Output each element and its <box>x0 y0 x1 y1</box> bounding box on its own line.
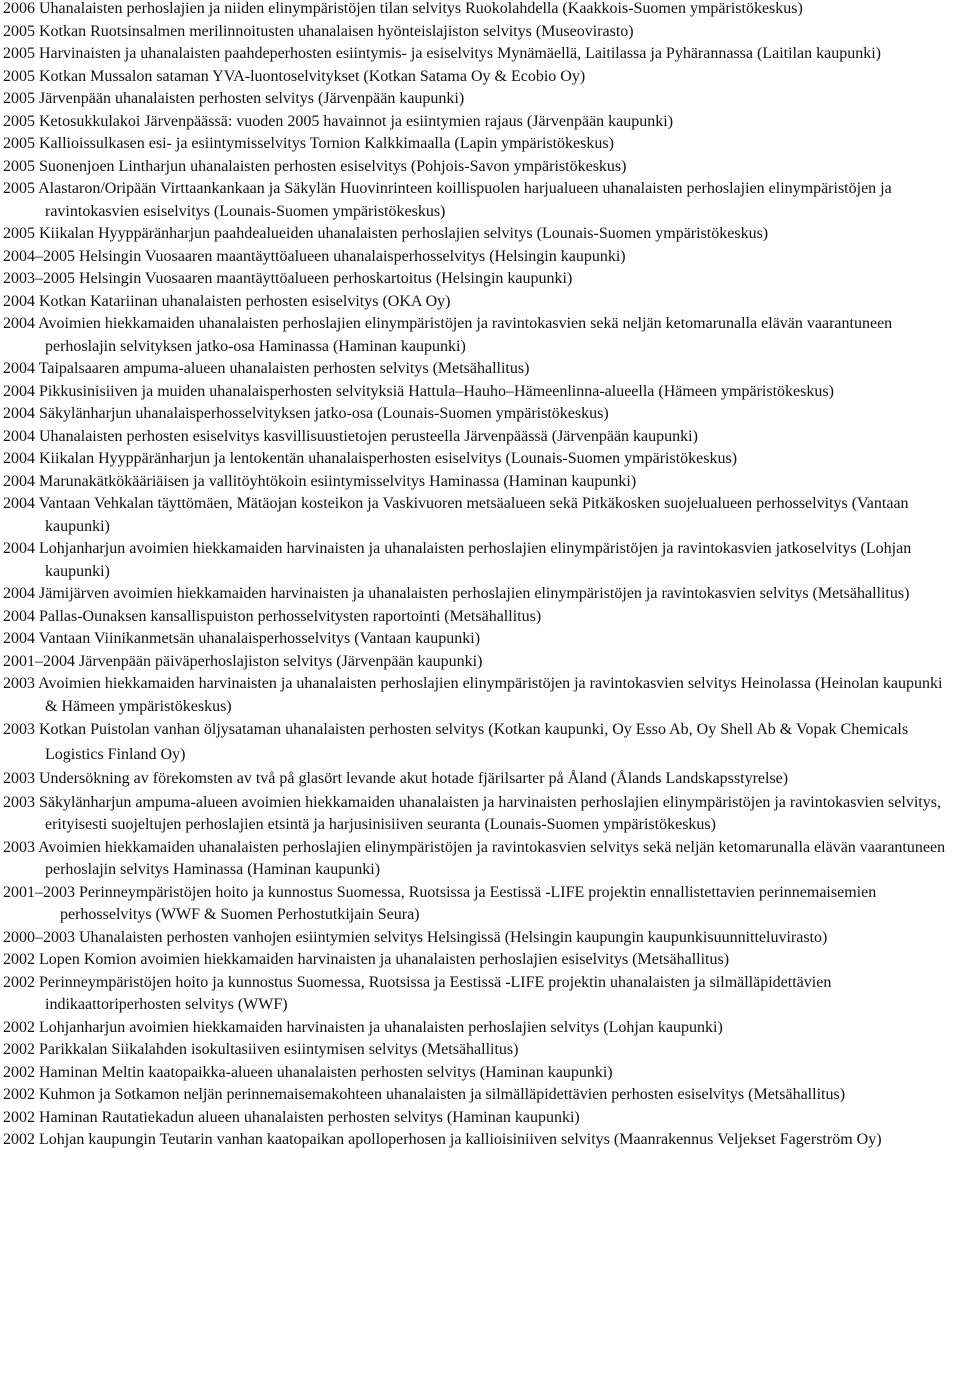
list-item <box>3 718 957 767</box>
list-item <box>3 21 957 44</box>
entry-text: Kotkan Katariinan uhanalaisten perhosten esiselvitys (OKA Oy) <box>39 292 451 310</box>
list-item <box>3 223 957 246</box>
list-item <box>3 1107 957 1130</box>
entry-text: Uhanalaisten perhosten esiselvitys kasvillisuustietojen perusteella Järvenpäässä (Järvenpään kaupunki) <box>39 427 698 445</box>
list-item <box>3 156 957 179</box>
entry-year: 2004 <box>3 585 35 602</box>
entry-text: Alastaron/Oripään Virttaankankaan ja Säkylän Huovinrinteen koillispuolen harjualueen uhanalaisten perhoslajien elinympäristöjen ja ravintokasvien esiselvitys (Lounais-Suomen ympäristökeskus) <box>38 180 892 220</box>
entry-year: 2004 <box>3 450 35 467</box>
entry-text: Helsingin Vuosaaren maantäyttöalueen perhoskartoitus (Helsingin kaupunki) <box>79 270 573 287</box>
entry-text: Avoimien hiekkamaiden harvinaisten ja uhanalaisten perhoslajien elinympäristöjen ja ravintokasvien selvitys Heinolassa (Heinolan kaupunki & Hämeen ympäristökeskus) <box>38 675 943 715</box>
entry-text: Kiikalan Hyyppäränharjun ja lentokentän uhanalaisperhosten esiselvitys (Lounais-Suomen ympäristökeskus) <box>39 450 738 467</box>
entry-year: 2004 <box>3 360 35 377</box>
list-item <box>3 88 957 111</box>
entry-text: Kotkan Ruotsinsalmen merilinnoitusten uhanalaisen hyönteislajiston selvitys (Museovirasto) <box>39 22 634 40</box>
entry-year: 2003 <box>3 838 35 856</box>
entry-text: Avoimien hiekkamaiden uhanalaisten perhoslajien elinympäristöjen ja ravintokasvien selvitys sekä neljän ketomarunalla elävän vaarantuneen perhoslajin selvitys Haminassa (Haminan kaupunki) <box>38 838 946 878</box>
entry-year: 2002 <box>3 1108 35 1126</box>
entry-year: 2002 <box>3 1063 35 1081</box>
entry-year: 2003 <box>3 793 35 811</box>
entry-year: 2000–2003 <box>3 928 75 946</box>
list-item <box>3 972 957 1017</box>
list-item <box>3 43 957 66</box>
entry-year: 2004 <box>3 630 35 647</box>
list-item <box>3 358 957 381</box>
list-item <box>3 448 957 471</box>
entry-text: Ketosukkulakoi Järvenpäässä: vuoden 2005 havainnot ja esiintymien rajaus (Järvenpään kaupunki) <box>39 112 674 130</box>
list-item <box>3 471 957 494</box>
list-item <box>3 403 957 426</box>
entry-year: 2004 <box>3 382 35 400</box>
entry-text: Haminan Rautatiekadun alueen uhanalaisten perhosten selvitys (Haminan kaupunki) <box>39 1108 580 1126</box>
entry-year: 2005 <box>3 67 35 85</box>
entry-year: 2003 <box>3 721 35 738</box>
entry-text: Kotkan Mussalon sataman YVA-luontoselvitykset (Kotkan Satama Oy & Ecobio Oy) <box>39 67 586 85</box>
list-item <box>3 628 957 651</box>
list-item <box>3 927 957 950</box>
entry-text: Säkylänharjun uhanalaisperhosselvityksen jatko-osa (Lounais-Suomen ympäristökeskus) <box>39 405 609 422</box>
list-item <box>3 651 957 674</box>
list-item <box>3 1129 957 1152</box>
entry-year: 2005 <box>3 90 35 107</box>
entry-year: 2004 <box>3 315 35 332</box>
list-item <box>3 1084 957 1107</box>
entry-year: 2006 <box>3 0 35 17</box>
entry-year: 2005 <box>3 22 35 40</box>
list-item <box>3 111 957 134</box>
list-item <box>3 493 957 538</box>
entry-text: Haminan Meltin kaatopaikka-alueen uhanalaisten perhosten selvitys (Haminan kaupunki) <box>39 1063 613 1081</box>
entry-text: Uhanalaisten perhosten vanhojen esiintymien selvitys Helsingissä (Helsingin kaupungin kaupunkisuunnitteluvirasto) <box>79 928 828 946</box>
entry-year: 2002 <box>3 973 35 991</box>
entry-text: Harvinaisten ja uhanalaisten paahdeperhosten esiintymis- ja esiselvitys Mynämäellä, Laitilassa ja Pyhärannassa (Laitilan kaupunki) <box>39 45 881 62</box>
list-item <box>3 792 957 837</box>
entry-year: 2001–2003 <box>3 883 75 901</box>
entry-year: 2004 <box>3 607 35 625</box>
list-item <box>3 313 957 358</box>
entry-text: Vantaan Viinikanmetsän uhanalaisperhosselvitys (Vantaan kaupunki) <box>38 630 481 647</box>
list-item <box>3 1017 957 1040</box>
list-item <box>3 426 957 449</box>
entry-text: Helsingin Vuosaaren maantäyttöalueen uhanalaisperhosselvitys (Helsingin kaupunki) <box>79 247 626 265</box>
entry-year: 2005 <box>3 180 35 197</box>
entry-year: 2004 <box>3 495 35 512</box>
entry-year: 2005 <box>3 45 35 62</box>
list-item <box>3 882 957 927</box>
entry-year: 2002 <box>3 1018 35 1036</box>
entry-year: 2003 <box>3 770 35 787</box>
entry-year: 2004 <box>3 405 35 422</box>
entry-text: Lohjanharjun avoimien hiekkamaiden harvinaisten ja uhanalaisten perhoslajien selvitys (Lohjan kaupunki) <box>39 1018 723 1036</box>
entry-year: 2004 <box>3 472 35 490</box>
entry-year: 2001–2004 <box>3 652 75 670</box>
list-item <box>3 0 957 21</box>
entry-year: 2002 <box>3 1131 35 1148</box>
entry-year: 2002 <box>3 951 35 968</box>
entry-text: Undersökning av förekomsten av två på glasört levande akut hotade fjärilsarter på Åland (Ålands Landskapsstyrelse) <box>39 770 789 787</box>
list-item <box>3 949 957 972</box>
list-item <box>3 1039 957 1062</box>
entry-text: Säkylänharjun ampuma-alueen avoimien hiekkamaiden uhanalaisten ja harvinaisten perhoslajien elinympäristöjen ja ravintokasvien selvitys, erityisesti suojeltujen perhoslajien etsintä ja harjusinisiiven seuranta (Lounais-Suomen ympäristökeskus) <box>39 793 941 833</box>
entry-text: Kallioissulkasen esi- ja esiintymisselvitys Tornion Kalkkimaalla (Lapin ympäristökeskus) <box>39 135 614 152</box>
list-item <box>3 178 957 223</box>
entry-text: Taipalsaaren ampuma-alueen uhanalaisten perhosten selvitys (Metsähallitus) <box>38 360 530 377</box>
entry-year: 2005 <box>3 135 35 152</box>
entry-year: 2005 <box>3 157 35 175</box>
entry-year: 2004–2005 <box>3 247 75 265</box>
list-item <box>3 538 957 583</box>
entry-text: Lohjanharjun avoimien hiekkamaiden harvinaisten ja uhanalaisten perhoslajien elinympäristöjen ja ravintokasvien jatkoselvitys (Lohjan kaupunki) <box>39 540 912 580</box>
entry-year: 2004 <box>3 427 35 445</box>
entry-text: Järvenpään päiväperhoslajiston selvitys (Järvenpään kaupunki) <box>79 652 483 670</box>
entry-text: Perinneympäristöjen hoito ja kunnostus Suomessa, Ruotsissa ja Eestissä -LIFE projektin uhanalaisten ja silmälläpidettävien indikaattoriperhosten selvitys (WWF) <box>39 973 832 1013</box>
entry-text: Avoimien hiekkamaiden uhanalaisten perhoslajien elinympäristöjen ja ravintokasvien sekä neljän ketomarunalla elävän vaarantuneen perhoslajin selvityksen jatko-osa Haminassa (Haminan kaupunki) <box>38 315 893 355</box>
list-item <box>3 133 957 156</box>
list-item <box>3 837 957 882</box>
list-item <box>3 1062 957 1085</box>
entry-year: 2003 <box>3 675 35 692</box>
list-item <box>3 291 957 314</box>
entry-text: Marunakätkökääriäisen ja vallitöyhtökoin esiintymisselvitys Haminassa (Haminan kaupunki) <box>39 472 637 490</box>
entry-text: Kotkan Puistolan vanhan öljysataman uhanalaisten perhosten selvitys (Kotkan kaupunki, Oy Esso Ab, Oy Shell Ab & Vopak Chemicals Logistics Finland Oy) <box>39 721 909 763</box>
list-item <box>3 673 957 718</box>
entry-year: 2005 <box>3 112 35 130</box>
entry-text: Pikkusinisiiven ja muiden uhanalaisperhosten selvityksiä Hattula–Hauho–Hämeenlinna-alueella (Hämeen ympäristökeskus) <box>39 382 834 400</box>
list-item <box>3 66 957 89</box>
entry-text: Uhanalaisten perhoslajien ja niiden elinympäristöjen tilan selvitys Ruokolahdella (Kaakkois-Suomen ympäristökeskus) <box>39 0 803 17</box>
entry-text: Pallas-Ounaksen kansallispuiston perhosselvitysten raportointi (Metsähallitus) <box>39 607 542 625</box>
list-item <box>3 767 957 792</box>
entry-text: Järvenpään uhanalaisten perhosten selvitys (Järvenpään kaupunki) <box>39 90 465 107</box>
list-item <box>3 583 957 606</box>
list-item <box>3 606 957 629</box>
entry-text: Lopen Komion avoimien hiekkamaiden harvinaisten ja uhanalaisten perhoslajien esiselvitys (Metsähallitus) <box>39 951 730 968</box>
entry-year: 2005 <box>3 225 35 242</box>
entry-year: 2004 <box>3 292 35 310</box>
entry-text: Lohjan kaupungin Teutarin vanhan kaatopaikan apolloperhosen ja kallioisiniiven selvitys (Maanrakennus Veljekset Fagerström Oy) <box>39 1131 882 1148</box>
entry-year: 2004 <box>3 540 35 557</box>
entry-text: Kuhmon ja Sotkamon neljän perinnemaisemakohteen uhanalaisten ja silmälläpidettävien perhosten esiselvitys (Metsähallitus) <box>39 1086 846 1103</box>
list-item <box>3 246 957 269</box>
entry-text: Perinneympäristöjen hoito ja kunnostus Suomessa, Ruotsissa ja Eestissä -LIFE projektin ennallistettavien perinnemaisemien perhosselvitys (WWF & Suomen Perhostutkijain Seura) <box>60 883 877 923</box>
entry-year: 2003–2005 <box>3 270 75 287</box>
entry-text: Jämijärven avoimien hiekkamaiden harvinaisten ja uhanalaisten perhoslajien elinympäristöjen ja ravintokasvien selvitys (Metsähallitus) <box>39 585 910 602</box>
entry-year: 2002 <box>3 1086 35 1103</box>
entry-year: 2002 <box>3 1041 35 1058</box>
entry-text: Vantaan Vehkalan täyttömäen, Mätäojan kosteikon ja Vaskivuoren metsäalueen sekä Pitkäkosken suojelualueen perhosselvitys (Vantaan kaupunki) <box>38 495 909 535</box>
list-item <box>3 381 957 404</box>
entry-text: Suonenjoen Lintharjun uhanalaisten perhosten esiselvitys (Pohjois-Savon ympäristökeskus) <box>39 157 627 175</box>
entry-text: Kiikalan Hyyppäränharjun paahdealueiden uhanalaisten perhoslajien selvitys (Lounais-Suomen ympäristökeskus) <box>39 225 769 242</box>
list-item <box>3 268 957 291</box>
report-list <box>3 0 957 1152</box>
entry-text: Parikkalan Siikalahden isokultasiiven esiintymisen selvitys (Metsähallitus) <box>39 1041 519 1058</box>
